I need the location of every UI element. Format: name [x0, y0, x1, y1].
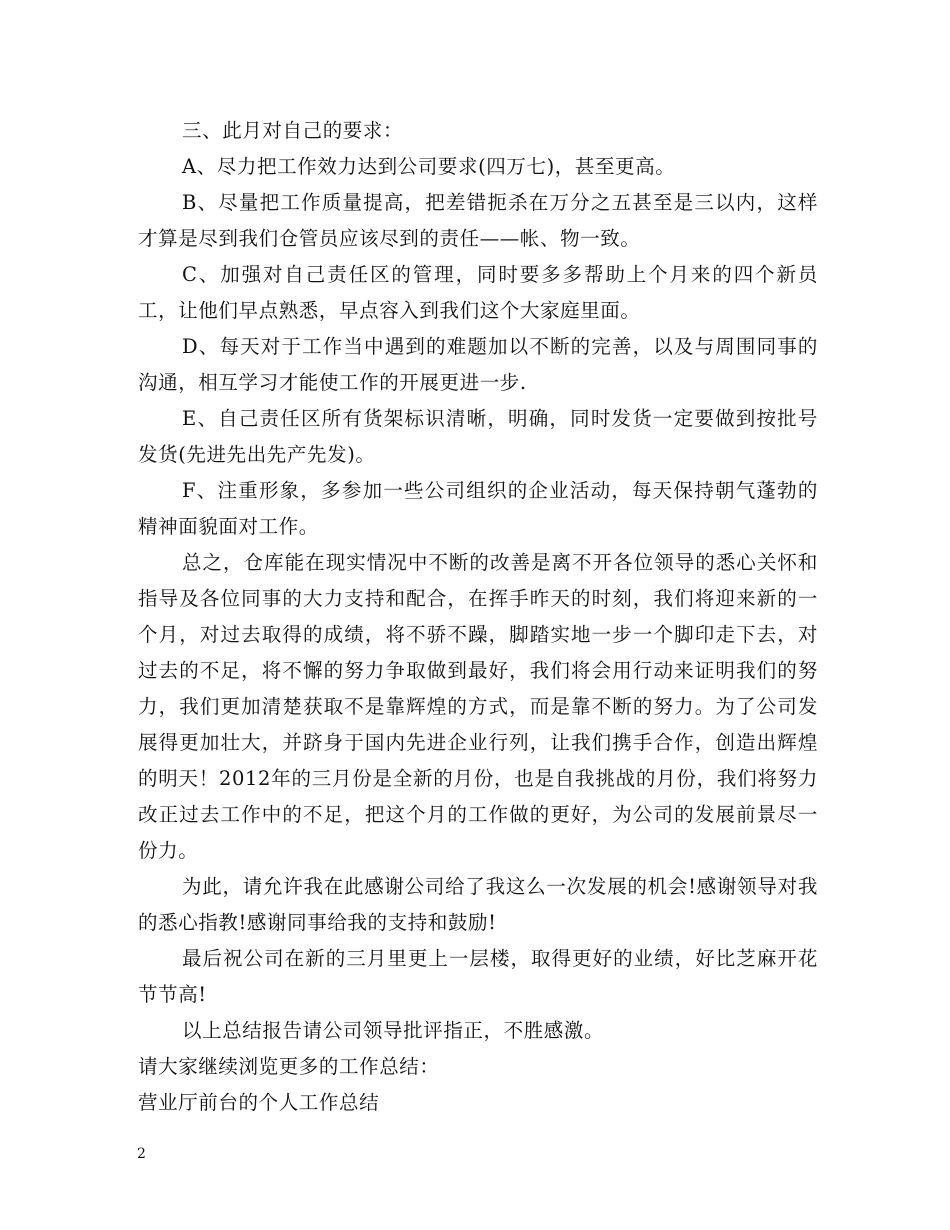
requirement-c: C、加强对自己责任区的管理，同时要多多帮助上个月来的四个新员工，让他们早点熟悉，早点容入到我们这个大家庭里面。: [138, 263, 818, 322]
wishes-paragraph: 最后祝公司在新的三月里更上一层楼，取得更好的业绩，好比芝麻开花节节高!: [138, 947, 818, 1006]
thanks-paragraph: 为此，请允许我在此感谢公司给了我这么一次发展的机会!感谢领导对我的悉心指教!感谢同事给我的支持和鼓励!: [138, 875, 818, 934]
more-summaries-prompt: 请大家继续浏览更多的工作总结：: [138, 1055, 440, 1078]
summary-paragraph: 总之，仓库能在现实情况中不断的改善是离不开各位领导的悉心关怀和指导及各位同事的大力支持和配合，在挥手昨天的时刻，我们将迎来新的一个月，对过去取得的成绩，将不骄不躁，脚踏实地一步一个脚印走下去，对过去的不足，将不懈的努力争取做到最好，我们将会用行动来证明我们的努力，我们更加清楚获取不是靠辉煌的方式，而是靠不断的努力。为了公司发展得更加壮大，并跻身于国内先进企业行列，让我们携手合作，创造出辉煌的明天！2012年的三月份是全新的月份，也是自我挑战的月份，我们将努力改正过去工作中的不足，把这个月的工作做的更好，为公司的发展前景尽一份力。: [138, 551, 818, 862]
requirement-f: F、注重形象，多参加一些公司组织的企业活动，每天保持朝气蓬勃的精神面貌面对工作。: [138, 479, 818, 538]
requirement-e: E、自己责任区所有货架标识清晰，明确，同时发货一定要做到按批号发货(先进先出先产先发)。: [138, 407, 818, 466]
requirement-b: B、尽量把工作质量提高，把差错扼杀在万分之五甚至是三以内，这样才算是尽到我们仓管员应该尽到的责任——帐、物一致。: [138, 191, 818, 250]
related-article-title: 营业厅前台的个人工作总结: [138, 1091, 380, 1114]
document-body: [138, 113, 818, 1121]
closing-paragraph: 以上总结报告请公司领导批评指正，不胜感激。: [182, 1019, 605, 1042]
section-heading: 三、此月对自己的要求：: [182, 119, 404, 142]
requirement-a: A、尽力把工作效力达到公司要求(四万七)，甚至更高。: [182, 155, 676, 178]
page-number: 2: [137, 1146, 146, 1162]
requirement-d: D、每天对于工作当中遇到的难题加以不断的完善，以及与周围同事的沟通，相互学习才能使工作的开展更进一步.: [138, 335, 818, 394]
